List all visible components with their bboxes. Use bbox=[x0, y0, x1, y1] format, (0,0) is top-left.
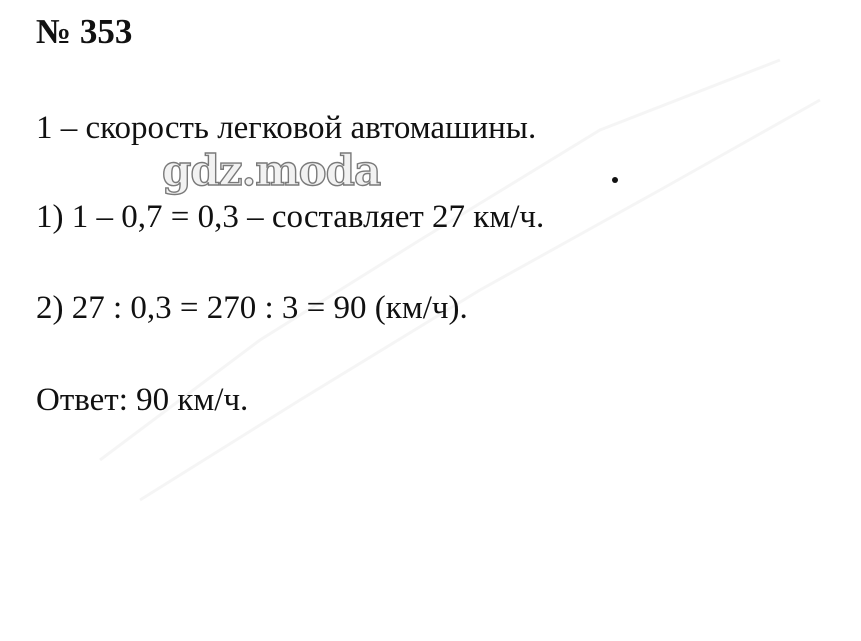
stray-dot bbox=[612, 177, 618, 183]
solution-line-2: 1) 1 – 0,7 = 0,3 – составляет 27 км/ч. bbox=[36, 199, 545, 235]
solution-line-3: 2) 27 : 0,3 = 270 : 3 = 90 (км/ч). bbox=[36, 290, 468, 326]
watermark-logo: gdz.moda bbox=[162, 146, 381, 195]
answer-line: Ответ: 90 км/ч. bbox=[36, 382, 249, 418]
solution-line-1: 1 – скорость легковой автомашины. bbox=[36, 110, 537, 146]
problem-number: № 353 bbox=[36, 12, 133, 51]
